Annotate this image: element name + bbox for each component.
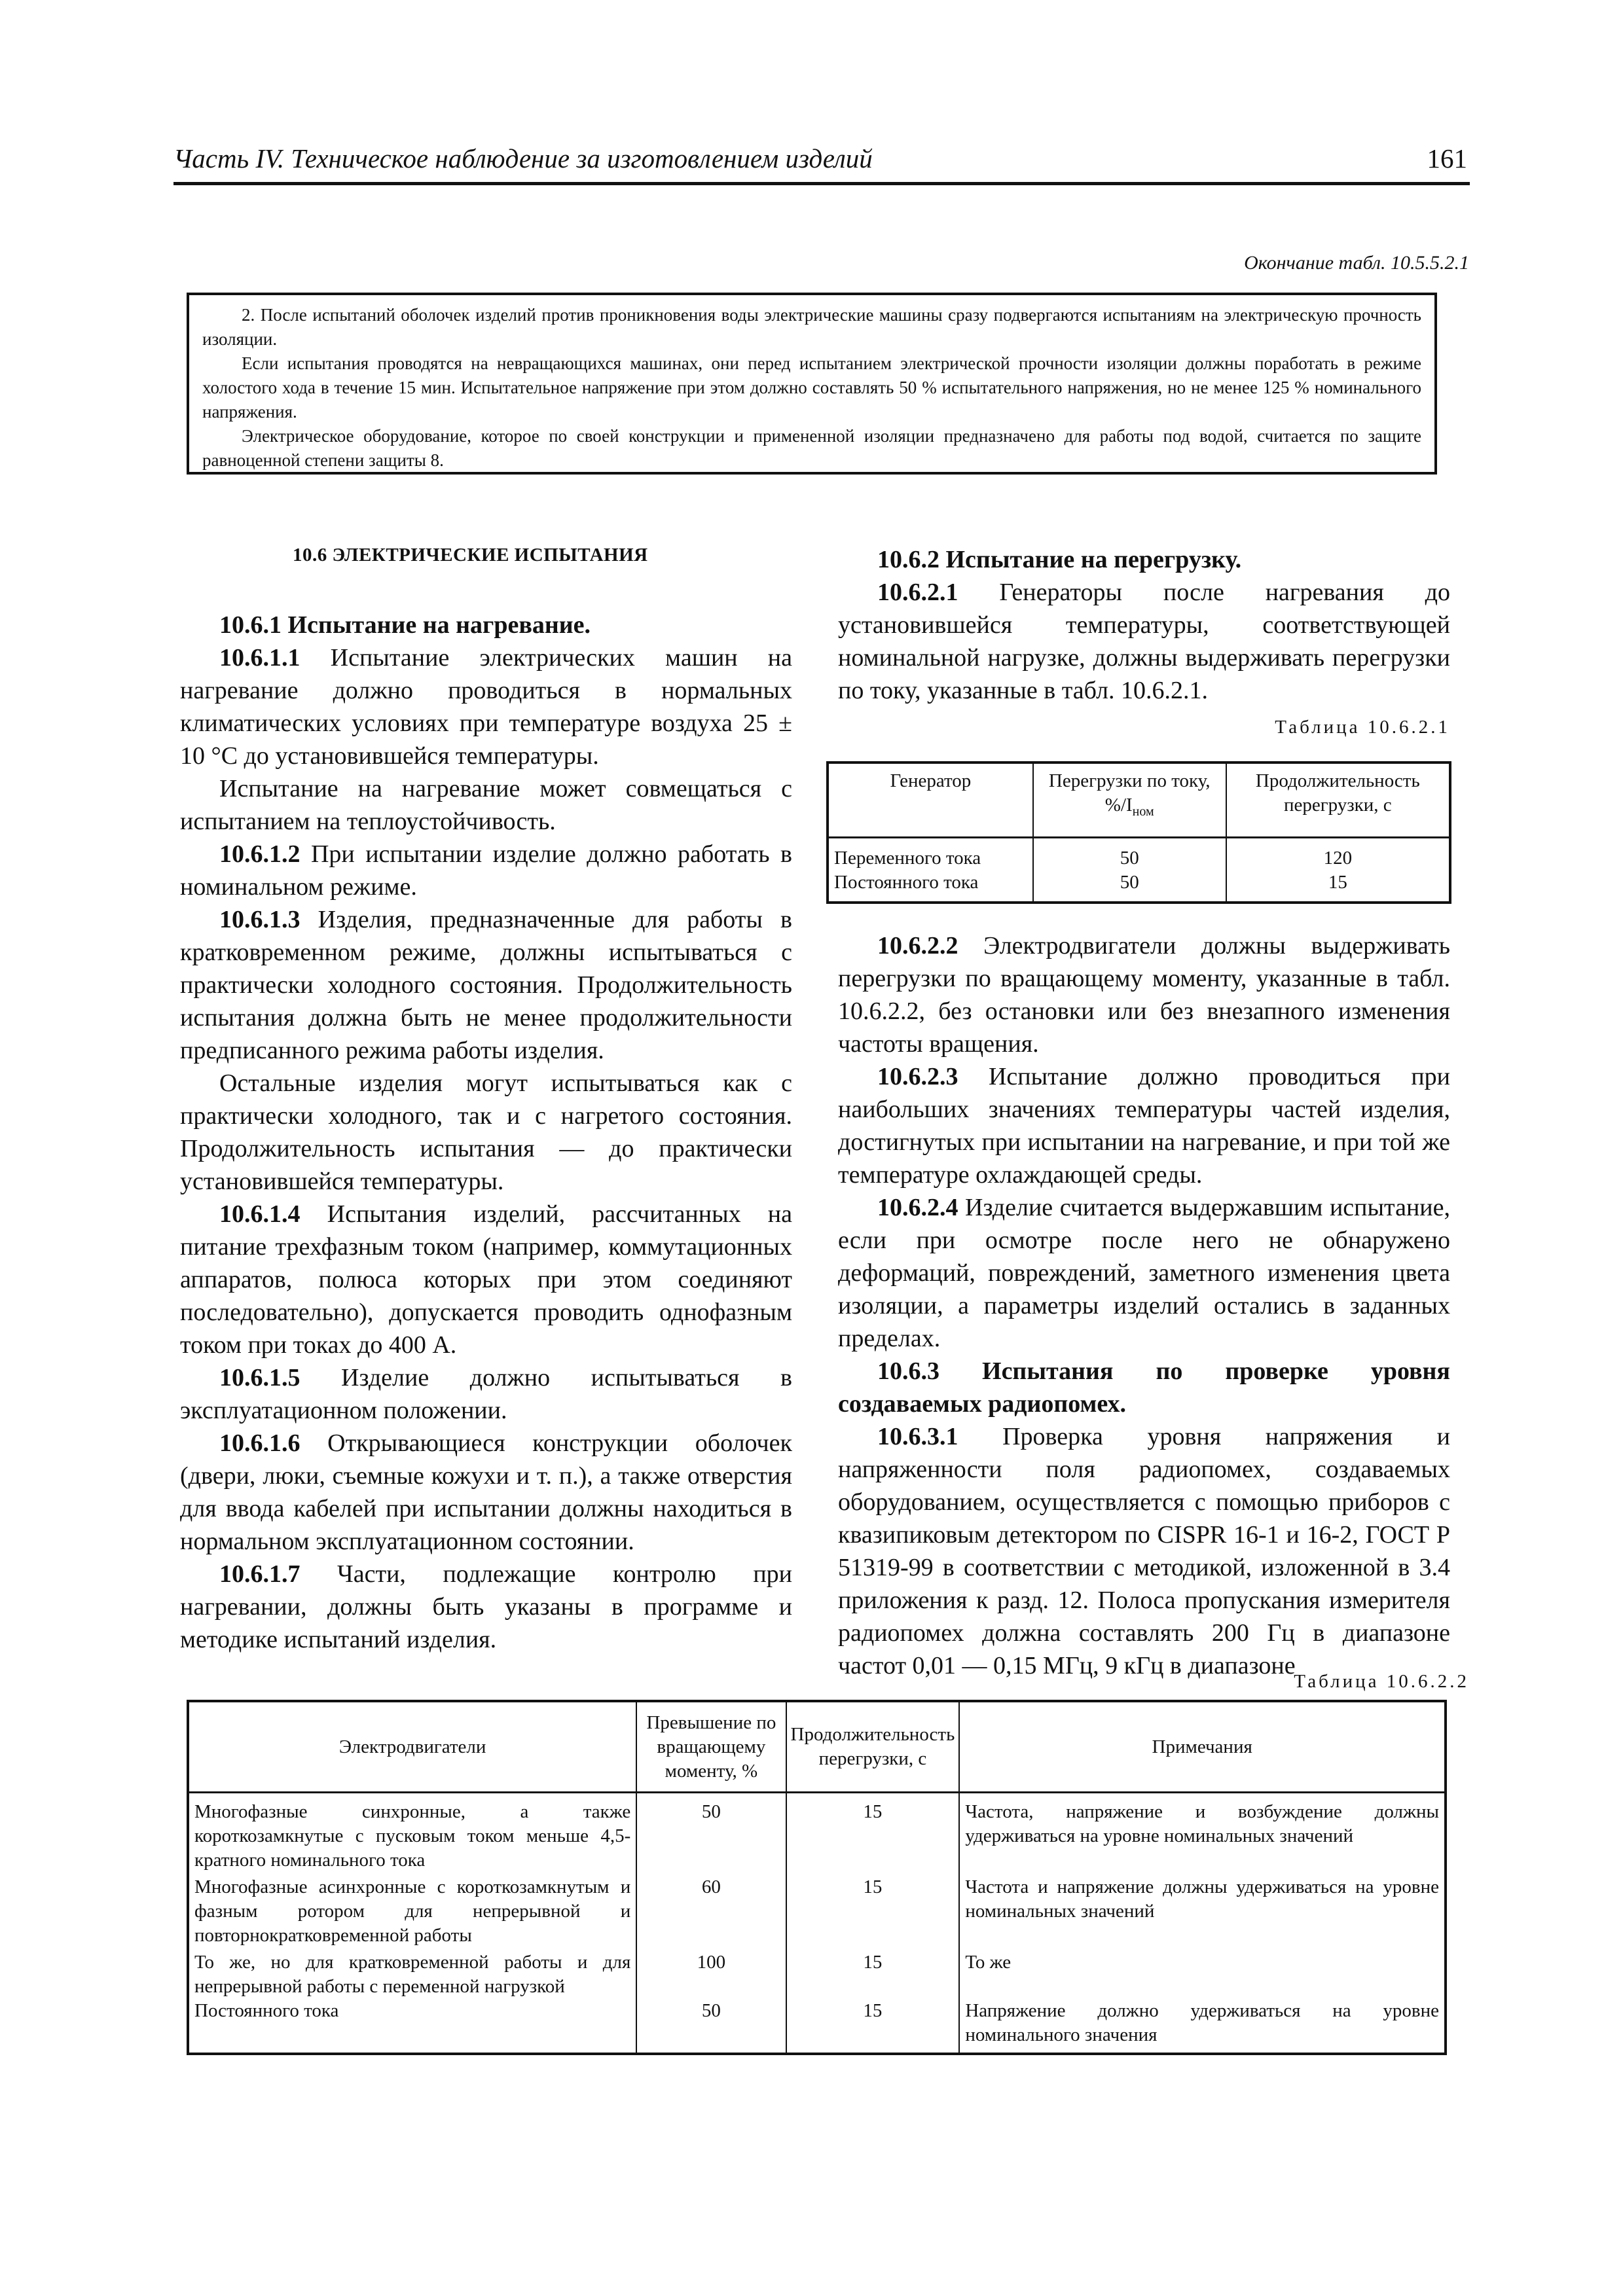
clause-number: 10.6.2.2 <box>877 932 958 960</box>
running-header <box>173 143 1470 185</box>
note-paragraph: 2. После испытаний оболочек изделий против проникновения воды электрические машины сразу подвергаются испытаниям на электрическую прочность изоляции. <box>202 305 1421 349</box>
table-header-cell: Превышение по вращающему моменту, % <box>636 1701 786 1793</box>
table-continuation-note: Окончание табл. 10.5.5.2.1 <box>1244 252 1469 274</box>
clause-number: 10.6.1.7 <box>219 1560 301 1588</box>
table-header-row <box>188 1701 1446 1793</box>
paragraph: 10.6.1.7 Части, подлежащие контролю при нагревании, должны быть указаны в программе и методике испытаний изделия. <box>180 1560 792 1653</box>
table-header-row <box>828 762 1450 838</box>
subsection-heading: 10.6.2 Испытание на перегрузку. <box>877 546 1242 573</box>
subsection-heading: 10.6.3 Испытания по проверке уровня создаваемых радиопомех. <box>838 1357 1450 1418</box>
paragraph: 10.6.2.4 Изделие считается выдержавшим испытание, если при осмотре после него не обнаружено деформаций, повреждений, заметного изменения цвета изоляции, а параметры изделий остались в заданных пределах. <box>838 1194 1450 1352</box>
running-title: Часть IV. Техническое наблюдение за изготовлением изделий <box>173 143 873 173</box>
paragraph: 10.6.3.1 Проверка уровня напряжения и напряженности поля радиопомех, создаваемых оборудованием, осуществляется с помощью приборов с квазипиковым детектором по CISPR 16-1 и 16-2, ГОСТ Р 51319-99 в соответствии с методикой, изложенной в 3.4 приложения к разд. 12. Полоса пропускания измерителя радиопомех должна составлять 200 Гц в диапазоне частот 0,01 — 0,15 МГц, 9 кГц в диапазоне <box>838 1423 1450 1679</box>
subsection-heading: 10.6.1 Испытание на нагревание. <box>219 611 591 639</box>
table-row: Постоянного тока 50 15 <box>828 870 1450 903</box>
clause-number: 10.6.1.6 <box>219 1429 301 1457</box>
table-header-cell: Продолжительность перегрузки, с <box>786 1701 960 1793</box>
paragraph: 10.6.1.2 При испытании изделие должно работать в номинальном режиме. <box>180 840 792 901</box>
table-caption: Таблица 10.6.2.2 <box>1294 1671 1469 1692</box>
table-row: Многофазные синхронные, а также короткозамкнутые с пусковым током меньше 4,5-кратного номинального тока 50 15 Частота, напряжение и возбуждение должны удерживаться на уровне номинальных значений <box>188 1793 1446 1873</box>
clause-number: 10.6.1.1 <box>219 644 301 672</box>
section-heading: 10.6 ЭЛЕКТРИЧЕСКИЕ ИСПЫТАНИЯ <box>293 545 648 565</box>
paragraph: 10.6.1.3 Изделия, предназначенные для работы в кратковременном режиме, должны испытываться с практически холодного состояния. Продолжительность испытания должна быть не менее продолжительности предписанного режима работы изделия. <box>180 906 792 1064</box>
table-row: То же, но для кратковременной работы и для непрерывной работы с переменной нагрузкой 100 15 То же <box>188 1948 1446 1999</box>
table-row: Переменного тока 50 120 <box>828 838 1450 871</box>
note-paragraph: Электрическое оборудование, которое по своей конструкции и примененной изоляции предназначено для работы под водой, считается по защите равноценной степени защиты 8. <box>202 426 1421 470</box>
paragraph: 10.6.2.2 Электродвигатели должны выдерживать перегрузки по вращающему моменту, указанные в табл. 10.6.2.2, без остановки или без внезапного изменения частоты вращения. <box>838 932 1450 1058</box>
left-column <box>180 609 792 1656</box>
table-motor-overload <box>187 1700 1447 2055</box>
table-header-cell: Продолжительность перегрузки, с <box>1226 762 1450 838</box>
paragraph: 10.6.1.6 Открывающиеся конструкции оболочек (двери, люки, съемные кожухи и т. п.), а также отверстия для ввода кабелей при испытании должны находиться в нормальном эксплуатационном состоянии. <box>180 1429 792 1555</box>
clause-number: 10.6.2.1 <box>877 579 958 606</box>
clause-number: 10.6.3.1 <box>877 1423 958 1450</box>
note-paragraph: Если испытания проводятся на невращающихся машинах, они перед испытанием электрической прочности изоляции должны поработать в режиме холостого хода в течение 15 мин. Испытательное напряжение при этом должно составлять 50 % испытательного напряжения, но не менее 125 % номинального напряжения. <box>202 353 1421 422</box>
table-header-cell: Генератор <box>828 762 1033 838</box>
paragraph: 10.6.2.3 Испытание должно проводиться при наибольших значениях температуры частей изделия, достигнутых при испытании на нагревание, и при той же температуре охлаждающей среды. <box>838 1063 1450 1189</box>
paragraph: 10.6.1.1 Испытание электрических машин на нагревание должно проводиться в нормальных климатических условиях при температуре воздуха 25 ± 10 °С до установившейся температуры. <box>180 644 792 770</box>
right-column-lower <box>838 929 1450 1682</box>
table-header-cell: Электродвигатели <box>188 1701 636 1793</box>
right-column-upper <box>838 543 1450 744</box>
clause-number: 10.6.1.3 <box>219 906 301 933</box>
clause-number: 10.6.1.5 <box>219 1364 301 1391</box>
paragraph: Остальные изделия могут испытываться как с практически холодного, так и с нагретого состояния. Продолжительность испытания — до практически установившейся температуры. <box>180 1069 792 1195</box>
paragraph: 10.6.1.4 Испытания изделий, рассчитанных на питание трехфазным током (например, коммутационных аппаратов, полюса которых при этом соединяют последовательно), допускается проводить однофазным током при токах до 400 А. <box>180 1200 792 1359</box>
table-row: Многофазные асинхронные с короткозамкнутым и фазным ротором для непрерывной и повторнократковременной работы 60 15 Частота и напряжение должны удерживаться на уровне номинальных значений <box>188 1873 1446 1948</box>
page-number: 161 <box>1427 143 1467 173</box>
paragraph: 10.6.1.5 Изделие должно испытываться в эксплуатационном положении. <box>180 1364 792 1424</box>
table-row: Постоянного тока 50 15 Напряжение должно удерживаться на уровне номинального значения <box>188 1999 1446 2054</box>
table-header-cell: Перегрузки по току, $\%/I_{ном}$ <box>1033 762 1226 838</box>
clause-number: 10.6.1.4 <box>219 1200 301 1228</box>
paragraph: 10.6.2.1 Генераторы после нагревания до установившейся температуры, соответствующей номинальной нагрузке, должны выдерживать перегрузки по току, указанные в табл. 10.6.2.1. <box>838 579 1450 704</box>
table-generator-overload <box>826 761 1451 904</box>
clause-number: 10.6.1.2 <box>219 840 301 868</box>
table-header-cell: Примечания <box>959 1701 1446 1793</box>
clause-number: 10.6.2.3 <box>877 1063 958 1090</box>
clause-number: 10.6.2.4 <box>877 1194 958 1221</box>
table-caption: Таблица 10.6.2.1 <box>1275 717 1450 738</box>
paragraph: Испытание на нагревание может совмещаться с испытанием на теплоустойчивость. <box>180 775 792 835</box>
note-box <box>187 293 1437 475</box>
